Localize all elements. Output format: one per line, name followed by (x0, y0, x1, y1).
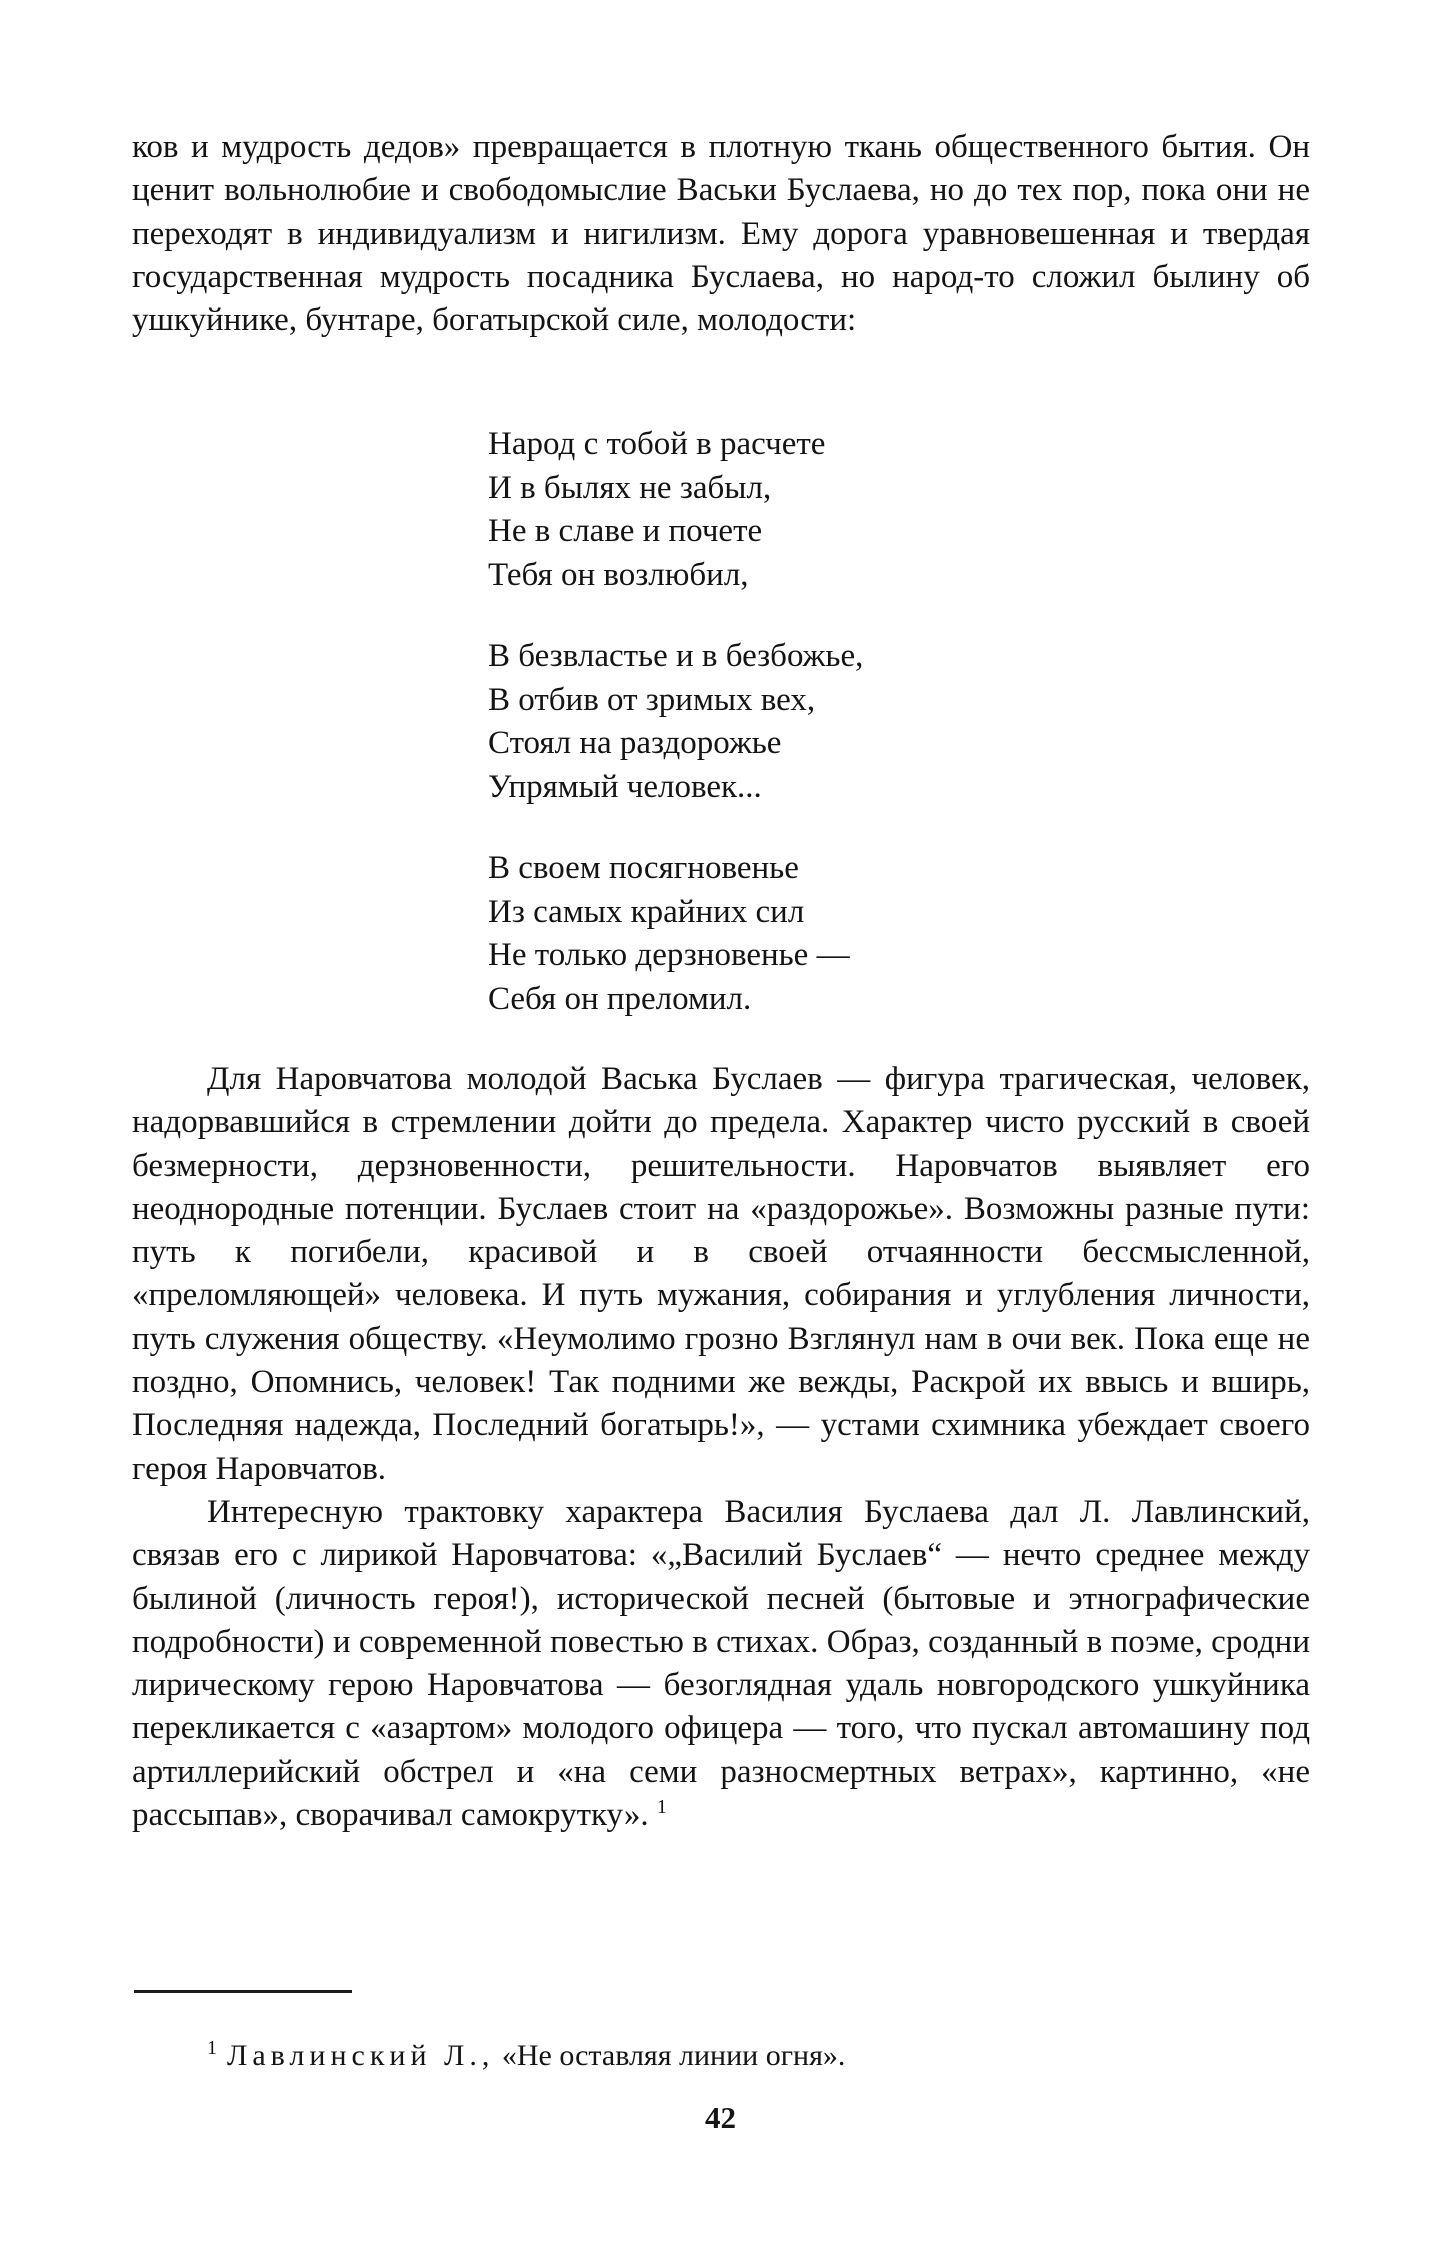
footnote-reference[interactable]: 1 (656, 1796, 667, 1819)
poem (488, 423, 1248, 1059)
poem-line: В своем посягновенье (488, 850, 799, 886)
body-paragraph-1: Для Наровчатова молодой Васька Буслаев — фигура трагическая, человек, надорвавшийся в стремлении дойти до предела. Характер чисто русский в своей безмерности, дерзновенности, решительности. Наровчатов выявляет его неоднородные потенции. Буслаев стоит на «раздорожье». Возможны разные пути: путь к погибели, красивой и в своей отчаянности бессмысленной, «преломляющей» человека. И путь мужания, собирания и углубления личности, путь служения обществу. «Неумолимо грозно Взглянул нам в очи век. Пока еще не поздно, Опомнись, человек! Так подними же вежды, Раскрой их ввысь и вширь, Последняя надежда, Последний богатырь!», — устами схимника убеждает своего героя Наровчатов. (132, 1061, 1310, 1487)
poem-stanza-2 (488, 635, 1248, 809)
poem-line: Себя он преломил. (488, 980, 752, 1017)
footnote-divider (134, 1990, 352, 1993)
lead-paragraph-block (132, 126, 1310, 342)
page-number: 42 (705, 2100, 736, 2135)
poem-stanza-3 (488, 847, 1248, 1021)
body-paragraph-2-text: Интересную трактовку характера Василия Буслаева дал Л. Лавлинский, связав его с лирикой Наровчатова: «„Василий Буслаев“ — нечто среднее между былиной (личность героя!), исторической песней (бытовые и этнографические подробности) и современной повестью в стихах. Образ, созданный в поэме, сродни лирическому герою Наровчатова — безоглядная удаль новгородского ушкуйника перекликается с «азартом» молодого офицера — того, что пускал автомашину под артиллерийский обстрел и «на семи разносмертных ветрах», картинно, «не рассыпав», сворачивал самокрутку». (132, 1493, 1310, 1834)
poem-line: В отбив от зримых вех, (488, 681, 816, 718)
poem-line: Народ с тобой в расчете (488, 426, 826, 462)
footnote-author: Лавлинский Л., (227, 2039, 495, 2072)
body-text-block (132, 1058, 1310, 1837)
poem-line: Упрямый человек... (488, 768, 762, 805)
poem-line: Из самых крайних сил (488, 893, 805, 930)
footnote-mark: 1 (207, 2037, 217, 2059)
footnote (207, 2028, 846, 2076)
poem-stanza-1 (488, 423, 1248, 597)
poem-line: Тебя он возлюбил, (488, 556, 749, 593)
body-paragraph-2 (132, 1491, 1310, 1837)
poem-line: В безвластье и в безбожье, (488, 638, 864, 674)
poem-line: Стоял на раздорожье (488, 725, 782, 761)
lead-paragraph: ков и мудрость дедов» превращается в плотную ткань общественного бытия. Он ценит вольнолюбие и свободомыслие Васьки Буслаева, но до тех пор, пока они не переходят в индивидуализм и нигилизм. Ему дорога уравновешенная и твердая государственная мудрость посадника Буслаева, но народ-то сложил былину об ушкуйнике, бунтаре, богатырской силе, молодости: (132, 129, 1310, 339)
poem-line: Не только дерзновенье — (488, 937, 850, 973)
poem-line: Не в славе и почете (488, 513, 763, 549)
poem-line: И в былях не забыл, (488, 469, 772, 506)
footnote-title: «Не оставляя линии огня». (501, 2039, 846, 2072)
